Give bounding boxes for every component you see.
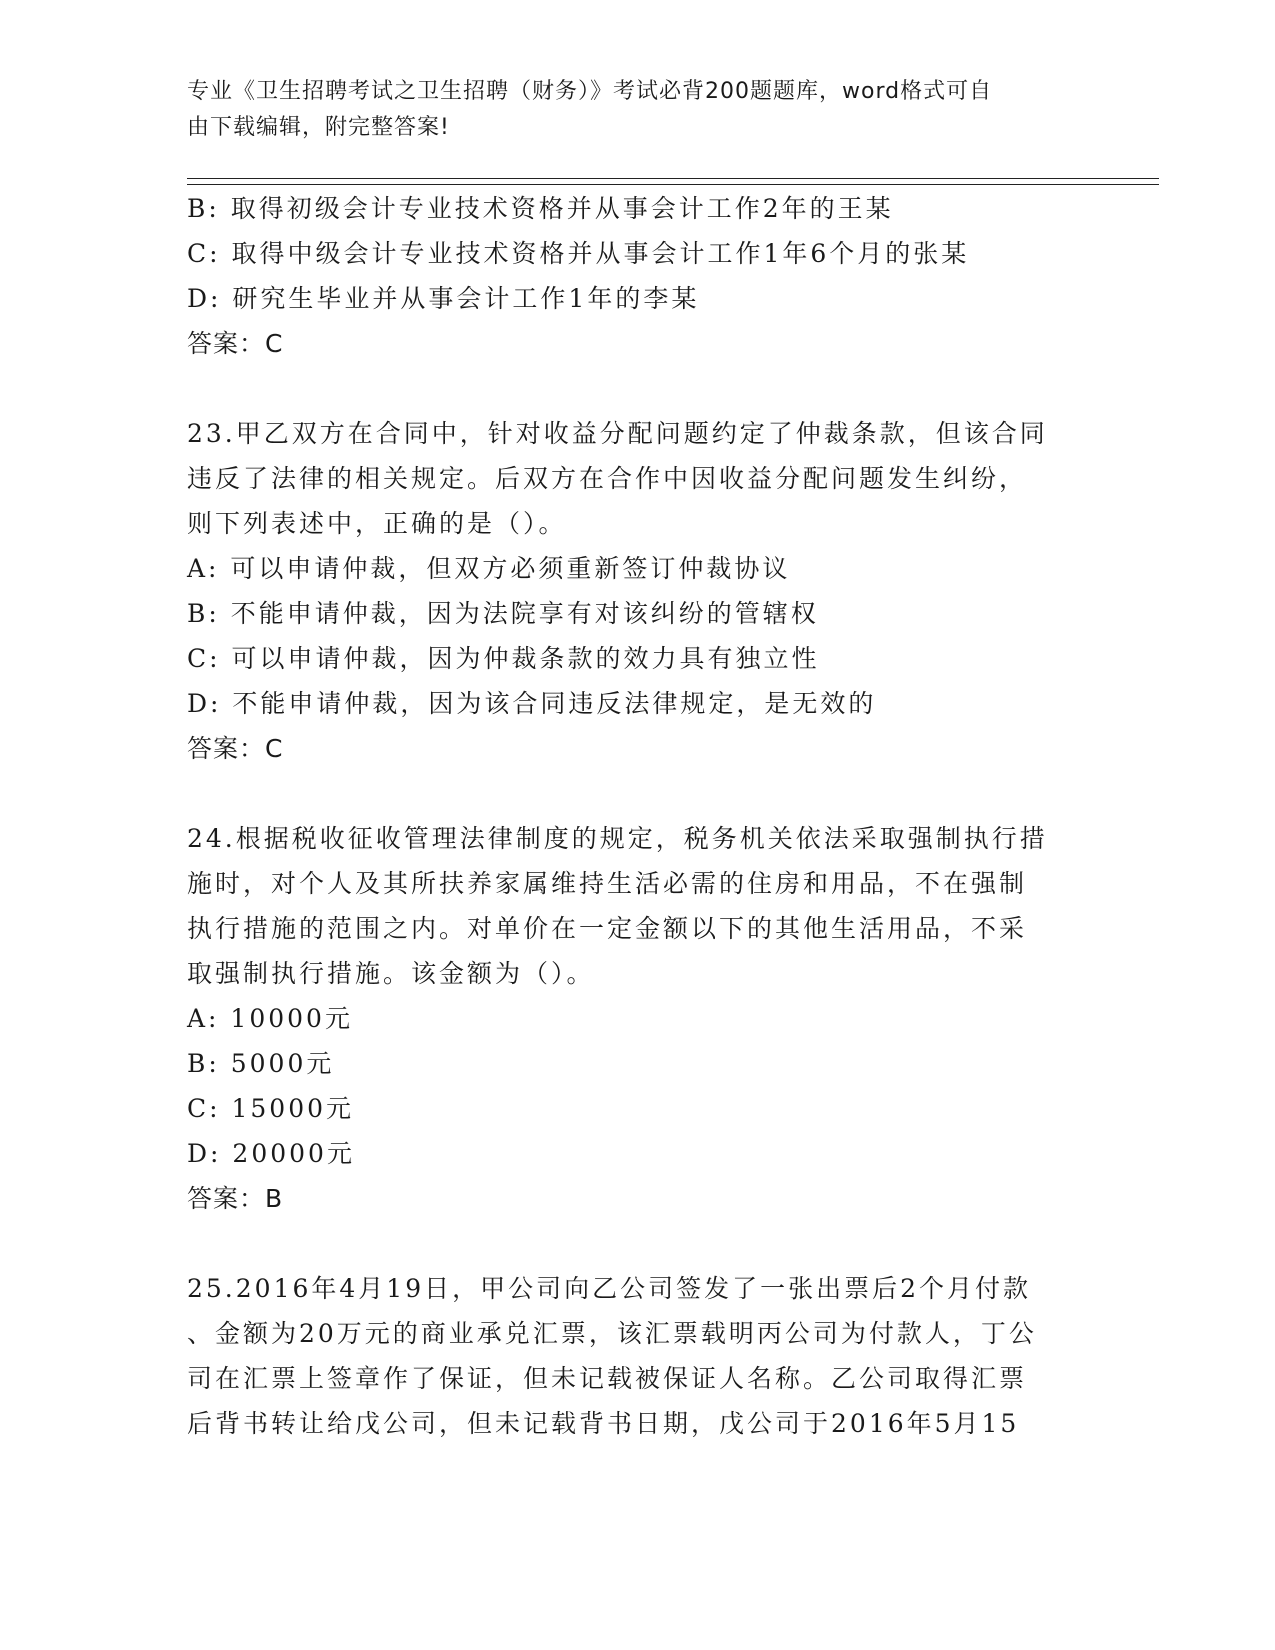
q22-option-b: B: 取得初级会计专业技术资格并从事会计工作2年的王某 xyxy=(187,194,894,223)
q24-option-a: A: 10000元 xyxy=(187,1004,353,1033)
q23-stem-line-2: 违反了法律的相关规定。后双方在合作中因收益分配问题发生纠纷， xyxy=(187,464,1028,493)
q25-stem-line-1: 25.2016年4月19日，甲公司向乙公司签发了一张出票后2个月付款 xyxy=(187,1274,1032,1303)
q23-option-b: B: 不能申请仲裁，因为法院享有对该纠纷的管辖权 xyxy=(187,599,819,628)
q23-stem-line-3: 则下列表述中，正确的是（）。 xyxy=(187,509,567,538)
q25-stem-line-3: 司在汇票上签章作了保证，但未记载被保证人名称。乙公司取得汇票 xyxy=(187,1364,1028,1393)
q23-answer: 答案：C xyxy=(187,734,284,763)
q23-stem-line-1: 23.甲乙双方在合同中，针对收益分配问题约定了仲裁条款，但该合同 xyxy=(187,419,1048,448)
q24-option-d: D: 20000元 xyxy=(187,1139,355,1168)
header-rule-top xyxy=(187,178,1159,179)
q23-option-c: C: 可以申请仲裁，因为仲裁条款的效力具有独立性 xyxy=(187,644,820,673)
document-header xyxy=(187,74,1067,146)
header-line-1: 专业《卫生招聘考试之卫生招聘（财务）》考试必背200题题库，word格式可自 xyxy=(187,79,993,104)
header-rule-bottom xyxy=(187,184,1159,185)
q25-stem-line-4: 后背书转让给戊公司，但未记载背书日期，戊公司于2016年5月15 xyxy=(187,1409,1020,1438)
q25-stem-line-2: 、金额为20万元的商业承兑汇票，该汇票载明丙公司为付款人，丁公 xyxy=(187,1319,1037,1348)
q24-stem-line-1: 24.根据税收征收管理法律制度的规定，税务机关依法采取强制执行措 xyxy=(187,824,1048,853)
q24-stem-line-2: 施时，对个人及其所扶养家属维持生活必需的住房和用品，不在强制 xyxy=(187,869,1028,898)
q24-stem-line-3: 执行措施的范围之内。对单价在一定金额以下的其他生活用品，不采 xyxy=(187,914,1028,943)
q22-option-d: D: 研究生毕业并从事会计工作1年的李某 xyxy=(187,284,700,313)
q24-option-c: C: 15000元 xyxy=(187,1094,355,1123)
q22-option-c: C: 取得中级会计专业技术资格并从事会计工作1年6个月的张某 xyxy=(187,239,970,268)
q24-stem-line-4: 取强制执行措施。该金额为（）。 xyxy=(187,959,595,988)
q23-option-d: D: 不能申请仲裁，因为该合同违反法律规定，是无效的 xyxy=(187,689,877,718)
q24-option-b: B: 5000元 xyxy=(187,1049,335,1078)
q22-answer: 答案：C xyxy=(187,329,284,358)
header-line-2: 由下载编辑，附完整答案! xyxy=(187,115,450,140)
q24-answer: 答案：B xyxy=(187,1184,284,1213)
q23-option-a: A: 可以申请仲裁，但双方必须重新签订仲裁协议 xyxy=(187,554,791,583)
